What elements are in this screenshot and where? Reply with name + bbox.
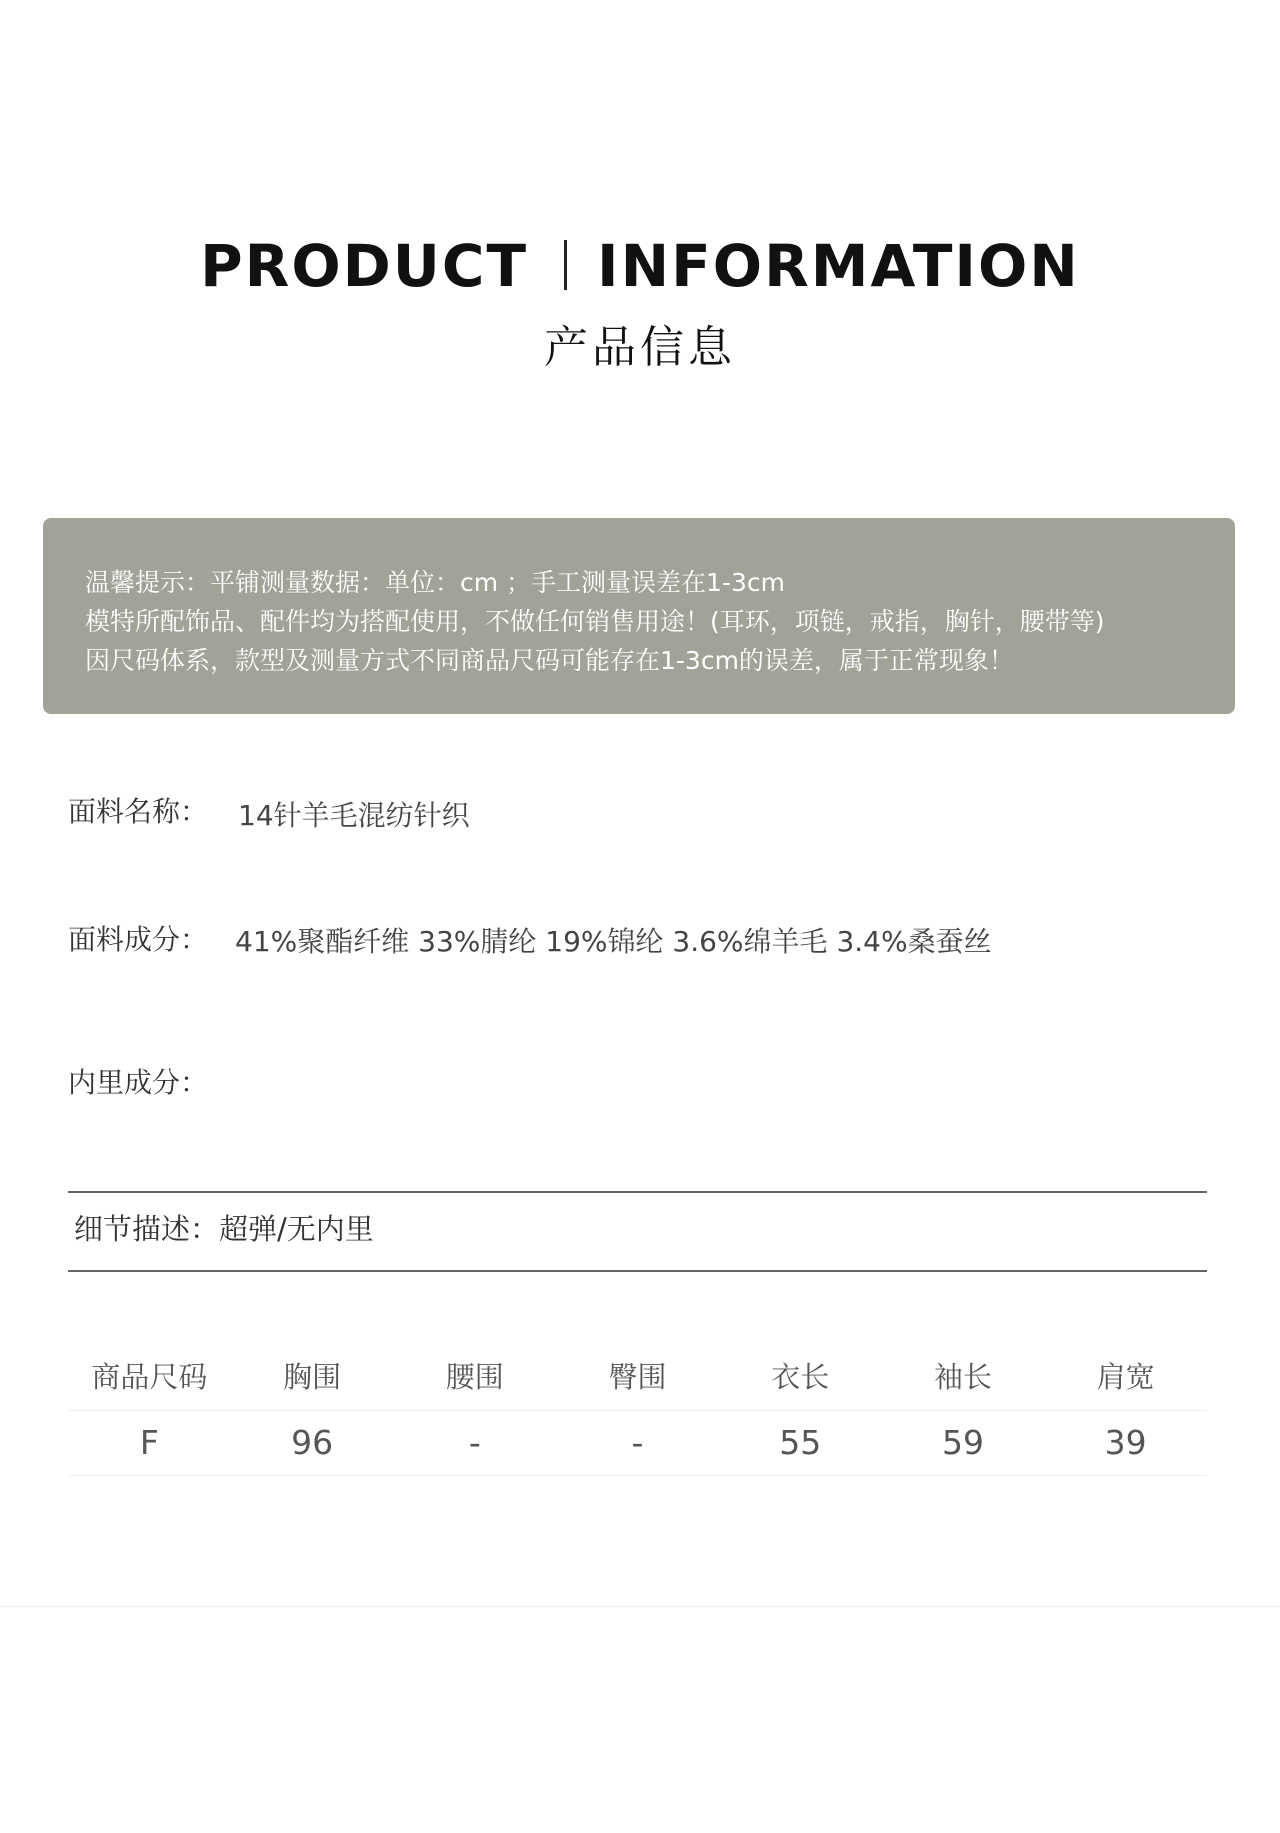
cell-chest: 96	[291, 1423, 334, 1462]
lining-row	[68, 1063, 208, 1103]
fabric-composition-row	[68, 920, 992, 960]
cell-sleeve: 59	[941, 1423, 984, 1462]
footer-divider	[0, 1606, 1280, 1607]
header-chest: 胸围	[283, 1360, 342, 1394]
cell-length: 55	[779, 1423, 822, 1462]
fabric-composition-label: 面料成分：	[68, 923, 209, 956]
notice-box	[43, 518, 1235, 714]
header-sleeve: 袖长	[933, 1360, 992, 1394]
detail-row	[74, 1209, 374, 1249]
size-table-header	[68, 1344, 1207, 1411]
heading-product: PRODUCT	[200, 232, 529, 300]
notice-line-2: 模特所配饰品、配件均为搭配使用，不做任何销售用途！(耳环，项链，戒指，胸针，腰带等)	[85, 607, 1105, 636]
cell-size: F	[139, 1423, 159, 1462]
heading-separator	[564, 240, 567, 290]
header-length: 衣长	[771, 1360, 830, 1394]
header-hip: 臀围	[608, 1360, 667, 1394]
table-row	[68, 1411, 1207, 1476]
header-shoulder: 肩宽	[1096, 1360, 1155, 1394]
cell-shoulder: 39	[1104, 1423, 1147, 1462]
heading-english	[0, 228, 1280, 304]
cell-waist: -	[468, 1423, 481, 1462]
notice-line-1: 温馨提示：平铺测量数据：单位：cm ；手工测量误差在1-3cm	[85, 568, 785, 597]
header-size: 商品尺码	[91, 1360, 208, 1394]
fabric-composition-value: 41%聚酯纤维 33%腈纶 19%锦纶 3.6%绵羊毛 3.4%桑蚕丝	[235, 925, 992, 958]
lining-label: 内里成分：	[68, 1066, 209, 1099]
fabric-name-row	[68, 792, 470, 832]
heading-chinese: 产品信息	[544, 322, 736, 373]
detail-bottom-divider	[68, 1270, 1207, 1272]
detail-top-divider	[68, 1191, 1207, 1193]
heading-information: INFORMATION	[597, 232, 1080, 300]
size-table	[68, 1344, 1207, 1476]
notice-line-3: 因尺码体系，款型及测量方式不同商品尺码可能存在1-3cm的误差，属于正常现象！	[85, 646, 1014, 675]
header-waist: 腰围	[445, 1360, 504, 1394]
fabric-name-value: 14针羊毛混纺针织	[238, 799, 470, 832]
fabric-name-label: 面料名称：	[68, 795, 209, 828]
cell-hip: -	[631, 1423, 644, 1462]
detail-label: 细节描述：	[74, 1212, 220, 1246]
detail-value: 超弹/无内里	[219, 1212, 374, 1246]
